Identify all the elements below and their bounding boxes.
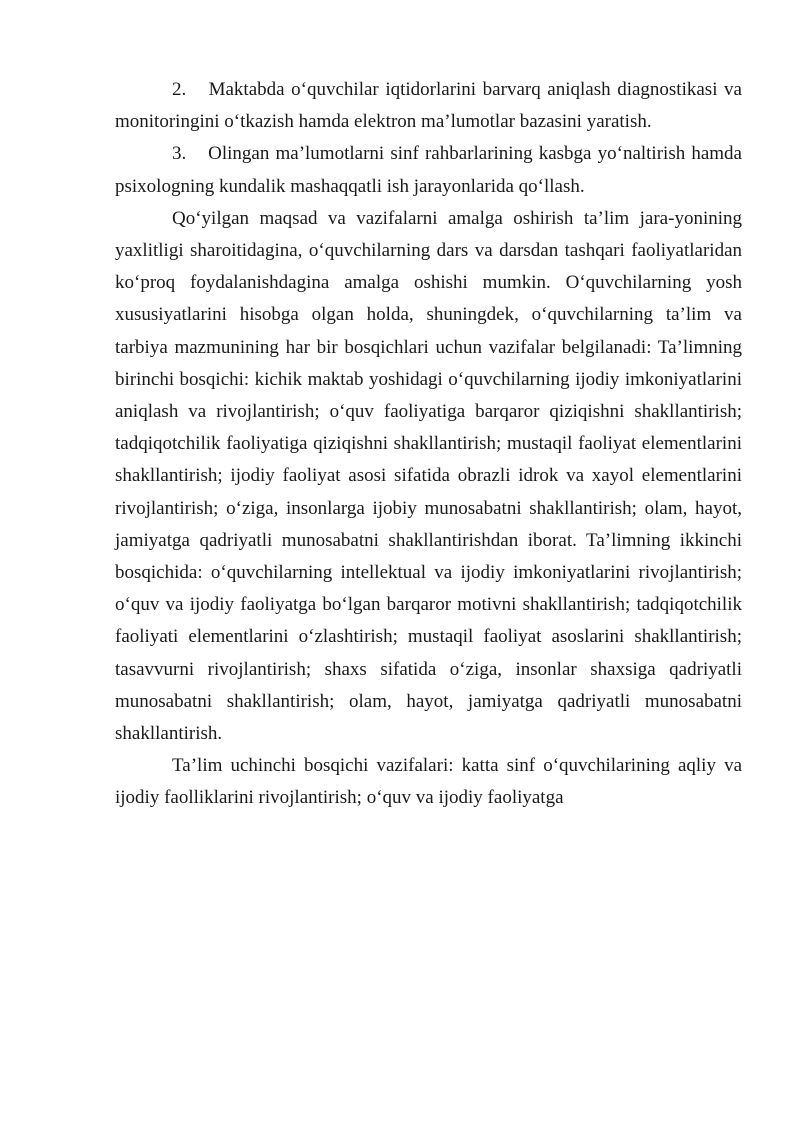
body-paragraph: Qo‘yilgan maqsad va vazifalarni amalga oshirish ta’lim jara-yonining yaxlitligi sharoitidagina, o‘quvchilarning dars va darsdan tashqari faoliyatlaridan ko‘proq foydalanishdagina amalga oshishi mumkin. O‘quvchilarning yosh xususiyatlarini hisobga olgan holda, shuningdek, o‘quvchilarning ta’lim va tarbiya mazmunining har bir bosqichlari uchun vazifalar belgilanadi: Ta’limning birinchi bosqichi: kichik maktab yoshidagi o‘quvchilarning ijodiy imkoniyatlarini aniqlash va rivojlantirish; o‘quv faoliyatiga barqaror qiziqishni shakllantirish; tadqiqotchilik faoliyatiga qiziqishni shakllantirish; mustaqil faoliyat elementlarini shakllantirish; ijodiy faoliyat asosi sifatida obrazli idrok va xayol elementlarini rivojlantirish; o‘ziga, insonlarga ijobiy munosabatni shakllantirish; olam, hayot, jamiyatga qadriyatli munosabatni shakllantirishdan iborat. Ta’limning ikkinchi bosqichida: o‘quvchilarning intellektual va ijodiy imkoniyatlarini rivojlantirish; o‘quv va ijodiy faoliyatga bo‘lgan barqaror motivni shakllantirish; tadqiqotchilik faoliyati elementlarini o‘zlashtirish; mustaqil faoliyat asoslarini shakllantirish; tasavvurni rivojlantirish; shaxs sifatida o‘ziga, insonlar shaxsiga qadriyatli munosabatni shakllantirish; olam, hayot, jamiyatga qadriyatli munosabatni shakllantirish. xyxy=(115,207,742,745)
list-item xyxy=(115,138,742,202)
document-page xyxy=(115,74,742,815)
list-item-number: 3. xyxy=(172,143,187,165)
list-item xyxy=(115,74,742,138)
body-paragraph: Ta’lim uchinchi bosqichi vazifalari: katta sinf o‘quvchilarining aqliy va ijodiy faolliklarini rivojlantirish; o‘quv va ijodiy faoliyatga xyxy=(115,755,742,809)
list-item-number: 2. xyxy=(172,79,187,100)
list-item-text: Maktabda o‘quvchilar iqtidorlarini barvarq aniqlash diagnostikasi va monitoringini o‘tkazish hamda elektron ma’lumotlar bazasini yaratish. xyxy=(115,79,742,133)
list-item-text: Olingan ma’lumotlarni sinf rahbarlarining kasbga yo‘naltirish hamda psixologning kundalik mashaqqatli ish jarayonlarida qo‘llash. xyxy=(115,143,742,197)
